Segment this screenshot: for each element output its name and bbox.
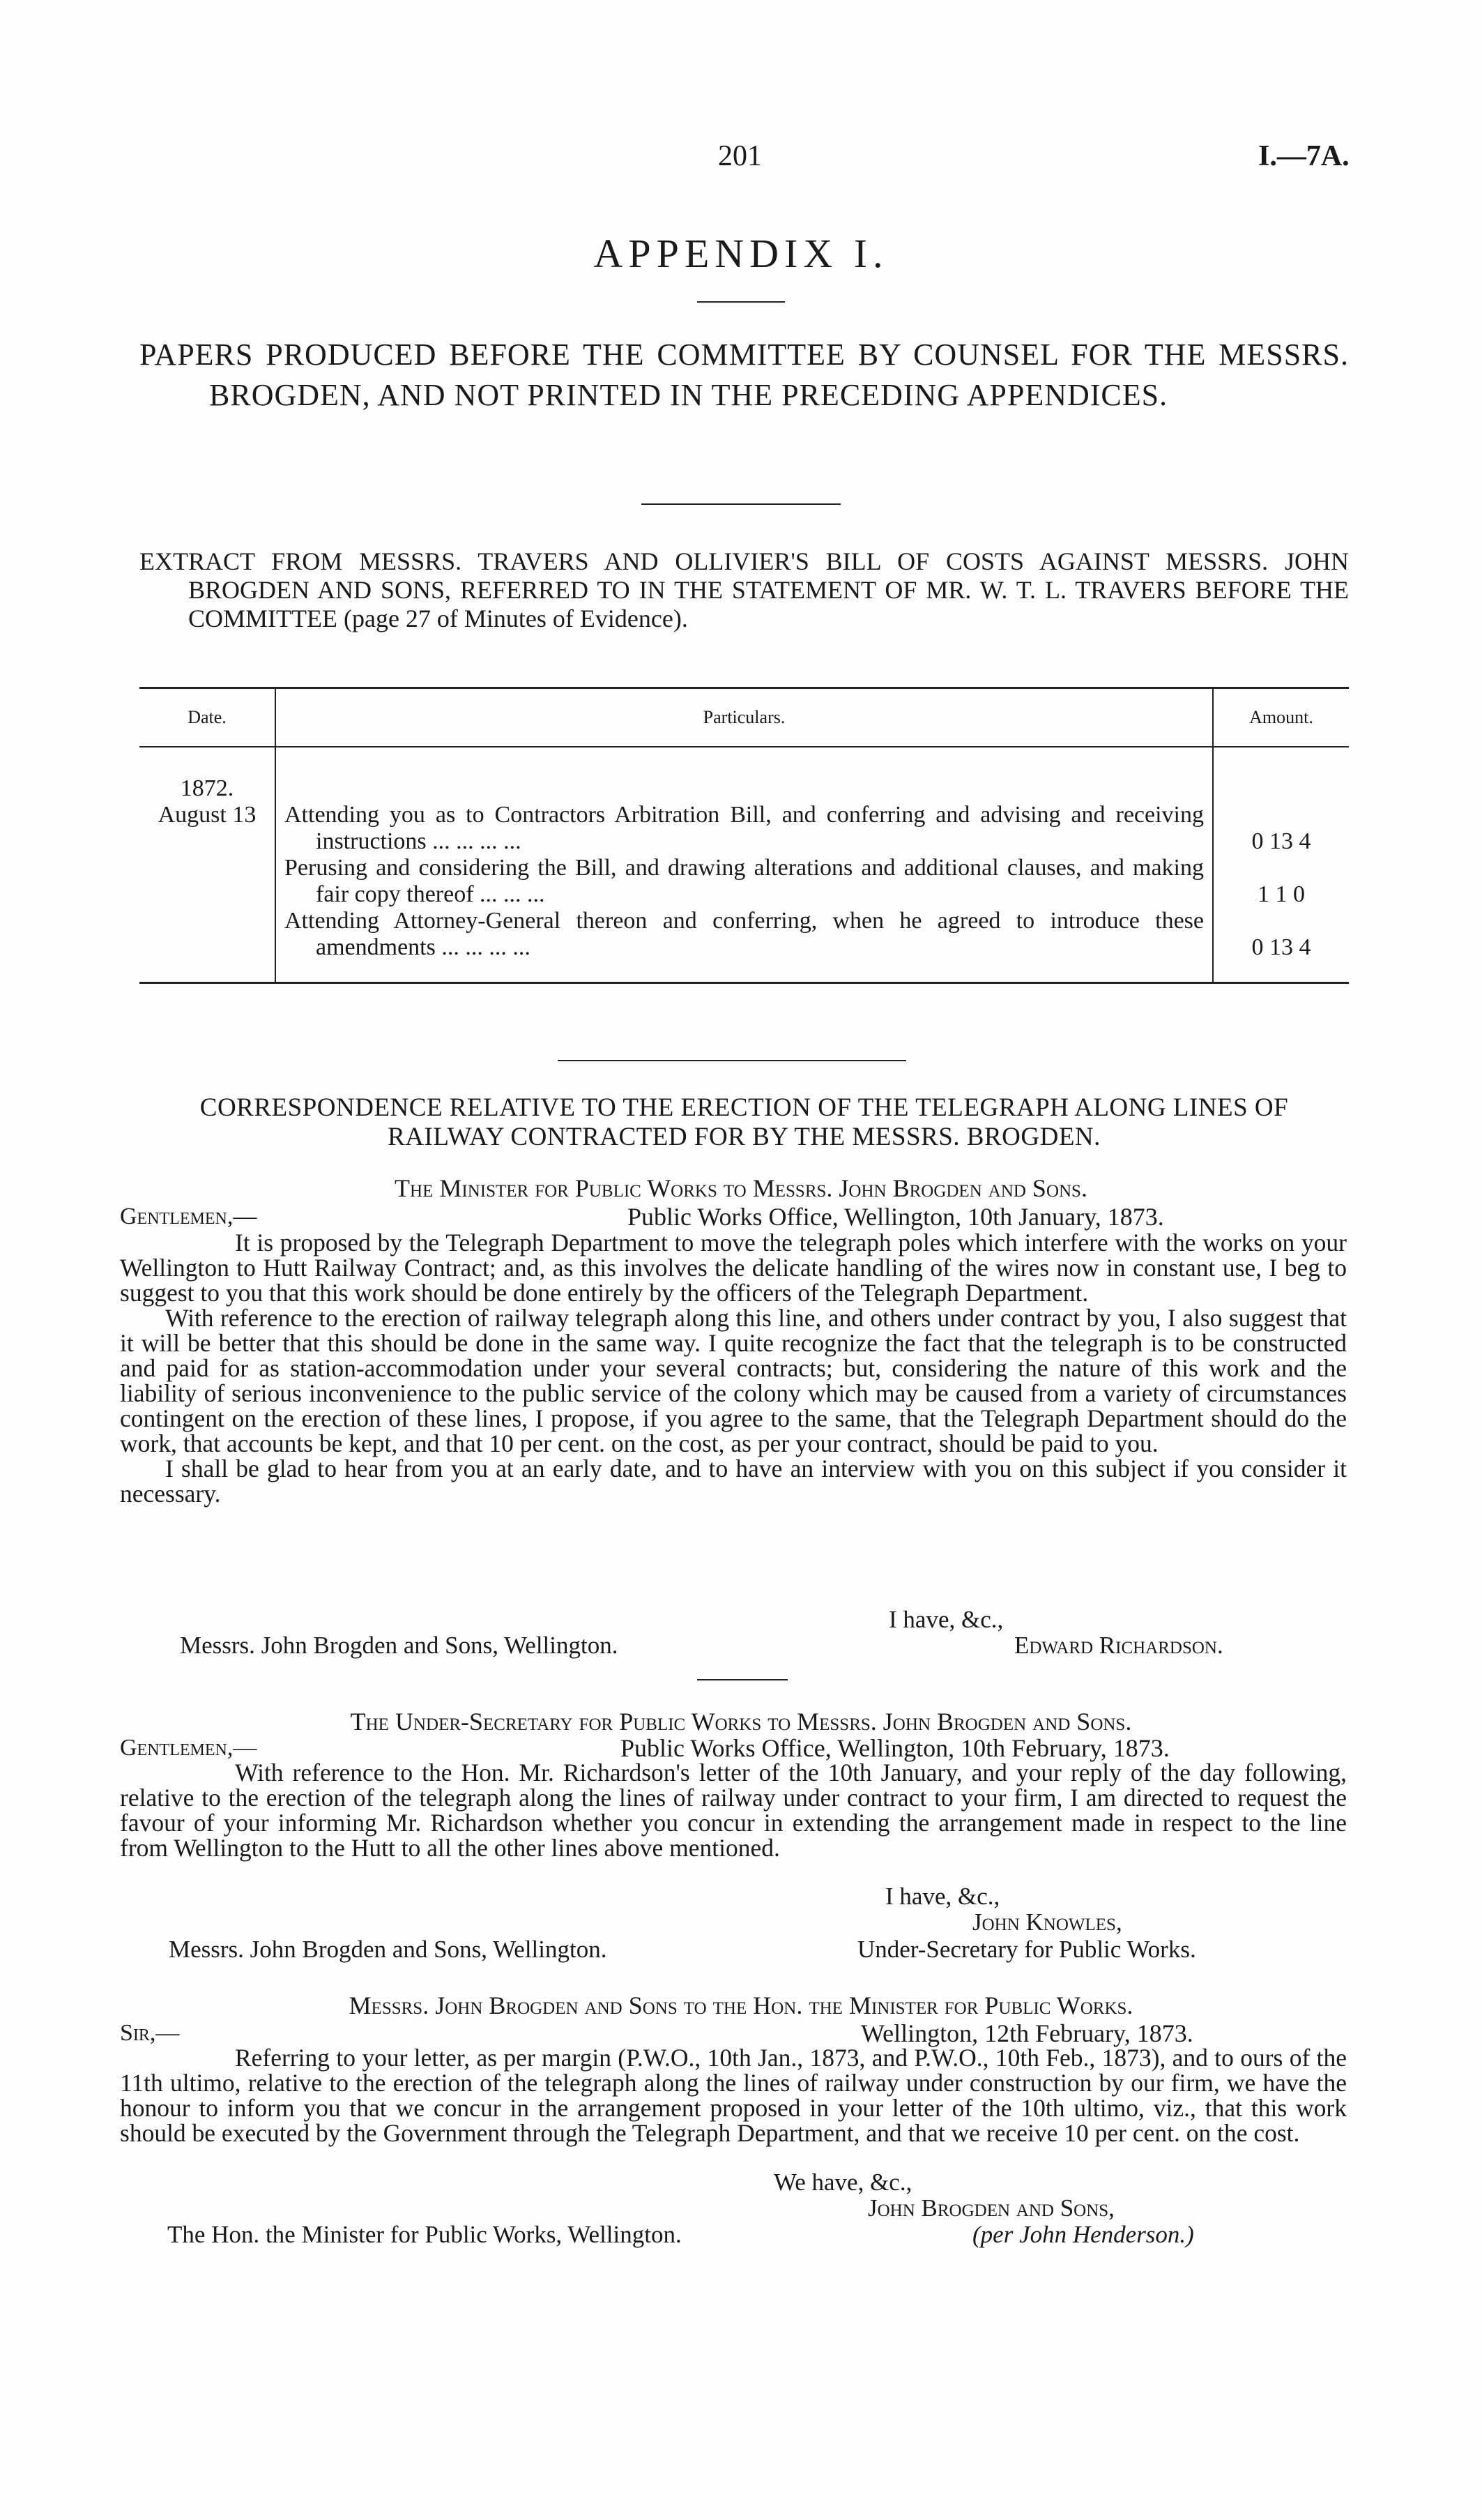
letter-title: Messrs. John Brogden and Sons to the Hon. the Minister for Public Works. bbox=[349, 1991, 1133, 2019]
letter-body bbox=[120, 2045, 1347, 2146]
paragraph: Referring to your letter, as per margin (P.W.O., 10th Jan., 1873, and P.W.O., 10th Feb., 1873), and to ours of the 11th ultimo, relative to the erection of the telegraph along the lines of railway under construction by our firm, we have the honour to inform you that we concur in the arrangement proposed in your letter of the 10th ultimo, viz., that this work should be executed by the Government through the Telegraph Department, and that we receive 10 per cent. on the cost. bbox=[120, 2044, 1347, 2147]
dateline: Public Works Office, Wellington, 10th February, 1873. bbox=[620, 1734, 1170, 1762]
particulars-item: Attending you as to Contractors Arbitration Bill, and conferring and advising and receiving instructions ... ... ... ... bbox=[284, 802, 1204, 854]
divider bbox=[558, 1060, 906, 1061]
correspondence-heading: CORRESPONDENCE RELATIVE TO THE ERECTION OF THE TELEGRAPH ALONG LINES OF RAILWAY CONTRACTED FOR BY THE MESSRS. BROGDEN. bbox=[199, 1093, 1289, 1151]
signature-title: Under-Secretary for Public Works. bbox=[857, 1936, 1196, 1963]
bill-of-costs-table bbox=[139, 687, 1349, 984]
salutation: Gentlemen,— bbox=[120, 1735, 257, 1761]
paragraph: It is proposed by the Telegraph Department to move the telegraph poles which interfere with the works on your Wellington to Hutt Railway Contract; and, as this involves the delicate handling of the wires now in constant use, I beg to suggest to you that this work should be done entirely by the officers of the Telegraph Department. bbox=[120, 1229, 1347, 1307]
amount-value: 0 13 4 bbox=[1251, 828, 1311, 854]
paragraph: I shall be glad to hear from you at an early date, and to have an interview with you on this subject if you consider it necessary. bbox=[120, 1455, 1347, 1508]
signature: John Brogden and Sons, bbox=[868, 2194, 1115, 2222]
addressee: The Hon. the Minister for Public Works, Wellington. bbox=[167, 2221, 682, 2248]
paragraph: With reference to the Hon. Mr. Richardson's letter of the 10th January, and your reply of the day following, relative to the erection of the telegraph along the lines of railway under contract to your firm, I am directed to request the favour of your informing Mr. Richardson whether you concur in extending the arrangement made in respect to the line from Wellington to the Hutt to all the other lines above mentioned. bbox=[120, 1759, 1347, 1862]
table-row bbox=[139, 747, 1349, 983]
page-reference: I.—7A. bbox=[1258, 140, 1350, 172]
letter-title: The Under-Secretary for Public Works to Messrs. John Brogden and Sons. bbox=[350, 1708, 1132, 1736]
date-year: 1872. bbox=[180, 775, 234, 801]
main-heading bbox=[139, 335, 1349, 416]
dateline: Wellington, 12th February, 1873. bbox=[861, 2019, 1193, 2047]
column-header-date: Date. bbox=[139, 688, 275, 747]
salutation: Sir,— bbox=[120, 2020, 180, 2046]
particulars-item: Perusing and considering the Bill, and drawing alterations and additional clauses, and making fair copy thereof ... ... ... bbox=[284, 855, 1204, 907]
column-header-particulars: Particulars. bbox=[275, 688, 1213, 747]
closing: I have, &c., bbox=[885, 1883, 1000, 1910]
page-number: 201 bbox=[718, 140, 762, 172]
letter-body bbox=[120, 1230, 1347, 1506]
closing: We have, &c., bbox=[774, 2169, 912, 2196]
addressee: Messrs. John Brogden and Sons, Wellington. bbox=[180, 1632, 618, 1659]
divider bbox=[641, 503, 841, 505]
amount-cell bbox=[1213, 747, 1349, 983]
particulars-item: Attending Attorney-General thereon and conferring, when he agreed to introduce these amendments ... ... ... ... bbox=[284, 908, 1204, 960]
signature: Edward Richardson. bbox=[1014, 1632, 1223, 1659]
column-header-amount: Amount. bbox=[1213, 688, 1349, 747]
appendix-title: APPENDIX I. bbox=[593, 231, 889, 276]
date-day: August 13 bbox=[158, 802, 257, 828]
divider bbox=[697, 301, 785, 303]
amount-value: 1 1 0 bbox=[1258, 881, 1305, 907]
amount-value: 0 13 4 bbox=[1251, 934, 1311, 960]
particulars-cell bbox=[275, 747, 1213, 983]
dateline: Public Works Office, Wellington, 10th January, 1873. bbox=[627, 1203, 1164, 1231]
signature-per: (per John Henderson.) bbox=[972, 2221, 1194, 2248]
letter-title: The Minister for Public Works to Messrs. John Brogden and Sons. bbox=[395, 1174, 1087, 1202]
main-heading-text: PAPERS PRODUCED BEFORE THE COMMITTEE BY COUNSEL FOR THE MESSRS. BROGDEN, AND NOT PRINTED IN THE PRECEDING APPENDICES. bbox=[139, 337, 1349, 412]
letter-body bbox=[120, 1760, 1347, 1860]
divider bbox=[697, 1679, 788, 1680]
closing: I have, &c., bbox=[889, 1606, 1004, 1633]
addressee: Messrs. John Brogden and Sons, Wellington. bbox=[169, 1936, 607, 1963]
paragraph: With reference to the erection of railway telegraph along this line, and others under contract by you, I also suggest that it will be better that this should be done in the same way. I quite recognize the fact that the telegraph is to be constructed and paid for as station-accommodation under your several contracts; but, considering the nature of this work and the liability of serious inconvenience to the public service of the colony which may be caused from a variety of circumstances contingent on the erection of these lines, I propose, if you agree to the same, that the Telegraph Department should do the work, that accounts be kept, and that 10 per cent. on the cost, as per your contract, should be paid to you. bbox=[120, 1304, 1347, 1457]
signature: John Knowles, bbox=[972, 1908, 1122, 1936]
extract-heading: EXTRACT FROM MESSRS. TRAVERS AND OLLIVIER'S BILL OF COSTS AGAINST MESSRS. JOHN BROGDEN AND SONS, REFERRED TO IN THE STATEMENT OF MR. W. T. L. TRAVERS BEFORE THE COMMITTEE (page 27 of Minutes of Evidence). bbox=[139, 547, 1349, 632]
salutation: Gentlemen,— bbox=[120, 1204, 257, 1229]
date-cell bbox=[139, 747, 275, 983]
